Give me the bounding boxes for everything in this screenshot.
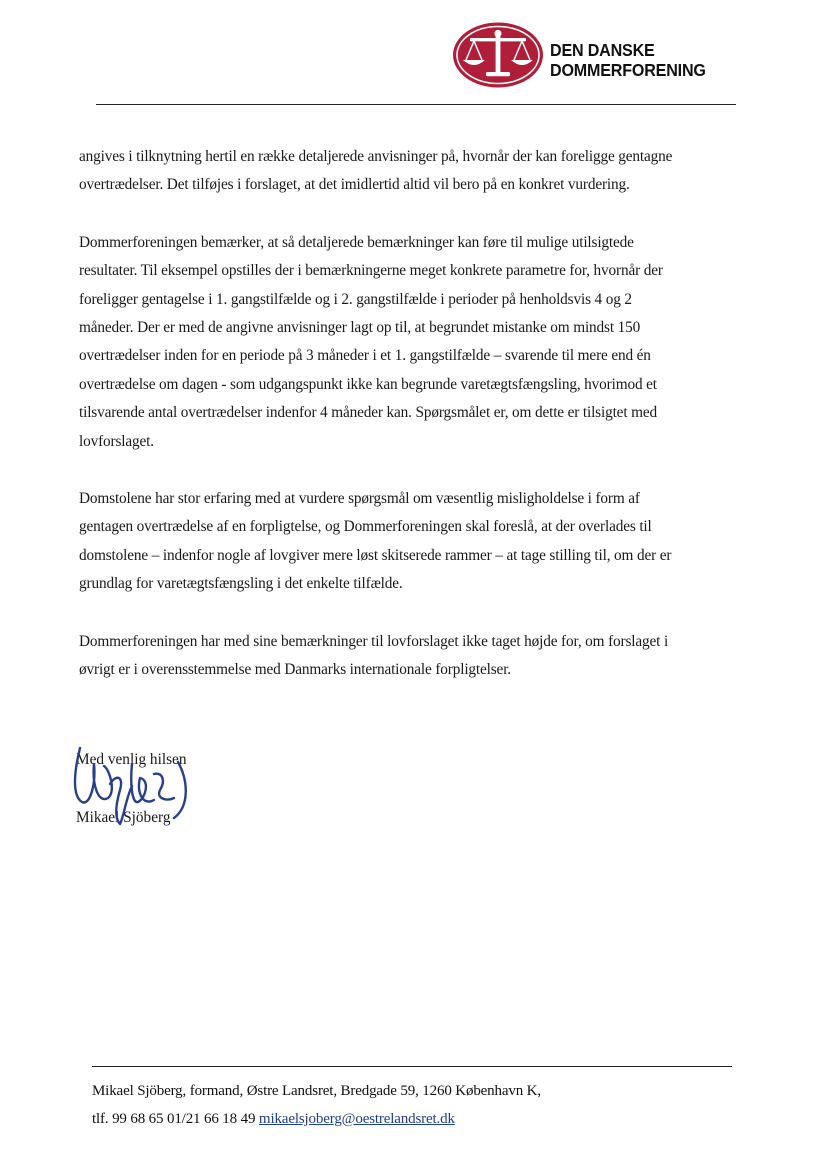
organization-name <box>550 40 706 80</box>
text-line: Dommerforeningen bemærker, at så detaljerede bemærkninger kan føre til mulige utilsigtede <box>79 233 634 251</box>
text-line: overtrædelser inden for en periode på 3 måneder i et 1. gangstilfælde – svarende til mere end én <box>79 347 651 365</box>
closing-greeting: Med venlig hilsen <box>76 751 187 768</box>
paragraph-2 <box>79 229 741 456</box>
text-line: lovforslaget. <box>79 432 154 450</box>
footer-phone-email-line <box>92 1105 541 1133</box>
scales-of-justice-logo-icon <box>452 22 544 88</box>
text-line: resultater. Til eksempel opstilles der i bemærkningerne meget konkrete parametre for, hvornår der <box>79 262 663 280</box>
header-divider <box>96 104 736 105</box>
paragraph-4 <box>79 628 741 685</box>
letter-body <box>79 143 741 714</box>
brand-line-2: DOMMERFORENING <box>550 60 706 80</box>
text-line: Domstolene har stor erfaring med at vurdere spørgsmål om væsentlig misligholdelse i form af <box>79 490 640 508</box>
text-line: øvrigt er i overensstemmelse med Danmarks internationale forpligtelser. <box>79 661 511 679</box>
brand-line-1: DEN DANSKE <box>550 40 655 60</box>
paragraph-3 <box>79 485 741 599</box>
text-line: tilsvarende antal overtrædelser indenfor 4 måneder kan. Spørgsmålet er, om dette er tilsigtet med <box>79 404 657 422</box>
text-line: overtrædelse om dagen - som udgangspunkt ikke kan begrunde varetægtsfængsling, hvorimod et <box>79 375 657 393</box>
text-line: angives i tilknytning hertil en række detaljerede anvisninger på, hvornår der kan foreligge gentagne <box>79 148 673 165</box>
text-line: foreligger gentagelse i 1. gangstilfælde og i 2. gangstilfælde i perioder på henholdsvis 4 og 2 <box>79 290 632 308</box>
footer-email-link[interactable]: mikaelsjoberg@oestrelandsret.dk <box>258 1111 455 1127</box>
footer-divider <box>92 1066 732 1067</box>
text-line: Dommerforeningen har med sine bemærkninger til lovforslaget ikke taget højde for, om forslaget i <box>79 632 669 650</box>
text-line: måneder. Der er med de angivne anvisninger lagt op til, at begrundet mistanke om mindst 150 <box>79 319 641 337</box>
paragraph-1 <box>79 143 741 200</box>
footer-contact <box>92 1077 541 1133</box>
text-line: gentagen overtrædelse af en forpligtelse, og Dommerforeningen skal foreslå, at der overlades til <box>79 518 652 536</box>
handwritten-signature-icon <box>70 744 198 836</box>
text-line: overtrædelser. Det tilføjes i forslaget, at det imidlertid altid vil bero på en konkret vurdering. <box>79 176 630 194</box>
text-line: grundlag for varetægtsfængsling i det enkelte tilfælde. <box>79 575 403 593</box>
footer-phone: tlf. 99 68 65 01/21 66 18 49 <box>92 1111 256 1127</box>
text-line: domstolene – indenfor nogle af lovgiver mere løst skitserede rammer – at tage stilling til, om der er <box>79 546 672 564</box>
footer-address: Mikael Sjöberg, formand, Østre Landsret, Bredgade 59, 1260 København K, <box>92 1083 541 1099</box>
letterhead <box>452 22 752 92</box>
signer-name: Mikael Sjöberg <box>76 809 171 826</box>
